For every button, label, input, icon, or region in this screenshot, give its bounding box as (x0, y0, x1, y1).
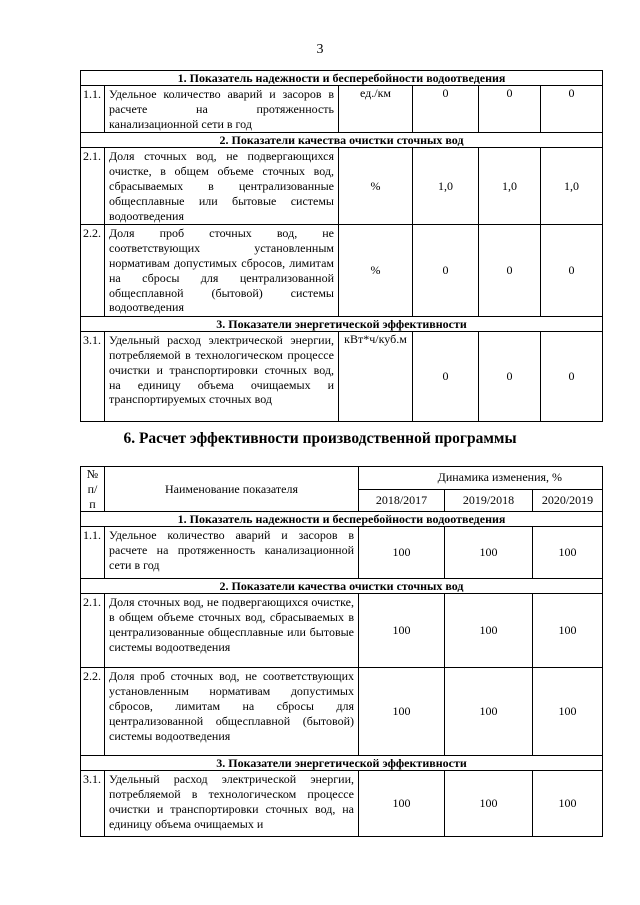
row-number: 3.1. (81, 332, 105, 422)
column-header-dynamics: Динамика изменения, % (359, 467, 603, 490)
value-cell: 0 (541, 86, 603, 133)
value-cell: 0 (413, 332, 479, 422)
value-cell: 100 (533, 594, 603, 668)
value-cell: 0 (479, 225, 541, 317)
section-row (81, 512, 603, 527)
indicator-name: Удельный расход электрической энергии, потребляемой в технологическом процессе очистки и транспортировки сточных вод, на единицу объема очищаемых и транспортируемых сточных вод (105, 332, 339, 422)
row-number: 2.1. (81, 594, 105, 668)
value-cell: 0 (541, 225, 603, 317)
page-number: 3 (316, 42, 324, 57)
table-row (81, 668, 603, 756)
column-header-year: 2019/2018 (445, 489, 533, 512)
section-row (81, 133, 603, 148)
indicator-name: Доля проб сточных вод, не соответствующих установленным нормативам допустимых сбросов, лимитам на сбросы для централизованной общесплавной (бытовой) системы водоотведения (105, 668, 359, 756)
indicator-name: Доля сточных вод, не подвергающихся очистке, в общем объеме сточных вод, сбрасываемых в централизованные общесплавные или бытовые системы водоотведения (105, 148, 339, 225)
section-heading: 3. Показатели энергетической эффективности (81, 756, 603, 771)
value-cell: 100 (533, 527, 603, 579)
row-number: 3.1. (81, 771, 105, 837)
value-cell: 0 (413, 86, 479, 133)
value-cell: 1,0 (413, 148, 479, 225)
section-row (81, 756, 603, 771)
value-cell: 0 (479, 86, 541, 133)
section-heading: 2. Показатели качества очистки сточных вод (81, 133, 603, 148)
row-number: 2.1. (81, 148, 105, 225)
indicator-name: Удельное количество аварий и засоров в расчете на протяженность канализационной сети в год (105, 86, 339, 133)
indicator-name: Доля проб сточных вод, не соответствующих установленным нормативам допустимых сбросов, лимитам на сбросы для централизованной общесплавной (бытовой) системы водоотведения (105, 225, 339, 317)
row-number: 2.2. (81, 668, 105, 756)
section-title: 6. Расчет эффективности производственной программы (123, 430, 517, 447)
section-heading: 2. Показатели качества очистки сточных вод (81, 579, 603, 594)
table-row (81, 527, 603, 579)
section-row (81, 579, 603, 594)
column-header-number: № п/п (81, 467, 105, 512)
table-row (81, 86, 603, 133)
value-cell: 1,0 (541, 148, 603, 225)
column-header-name: Наименование показателя (105, 467, 359, 512)
indicator-name: Удельное количество аварий и засоров в расчете на протяженность канализационной сети в год (105, 527, 359, 579)
efficiency-table (80, 466, 603, 837)
value-cell: 100 (359, 527, 445, 579)
value-cell: 100 (533, 668, 603, 756)
indicator-unit: кВт*ч/куб.м (339, 332, 413, 422)
row-number: 1.1. (81, 86, 105, 133)
table-row (81, 148, 603, 225)
value-cell: 100 (445, 527, 533, 579)
header-row (81, 467, 603, 490)
value-cell: 100 (445, 668, 533, 756)
value-cell: 100 (359, 668, 445, 756)
indicator-unit: % (339, 148, 413, 225)
indicator-name: Доля сточных вод, не подвергающихся очистке, в общем объеме сточных вод, сбрасываемых в централизованные общесплавные или бытовые системы водоотведения (105, 594, 359, 668)
section-row (81, 317, 603, 332)
value-cell: 1,0 (479, 148, 541, 225)
value-cell: 0 (479, 332, 541, 422)
section-heading: 1. Показатель надежности и бесперебойности водоотведения (81, 71, 603, 86)
section-row (81, 71, 603, 86)
value-cell: 100 (445, 594, 533, 668)
indicator-unit: ед./км (339, 86, 413, 133)
row-number: 2.2. (81, 225, 105, 317)
value-cell: 0 (413, 225, 479, 317)
table-row (81, 225, 603, 317)
value-cell: 100 (359, 594, 445, 668)
indicator-name: Удельный расход электрической энергии, потребляемой в технологическом процессе очистки и транспортировки сточных вод, на единицу объема очищаемых и (105, 771, 359, 837)
column-header-year: 2018/2017 (359, 489, 445, 512)
indicators-table (80, 70, 603, 422)
section-heading: 3. Показатели энергетической эффективности (81, 317, 603, 332)
section-heading: 1. Показатель надежности и бесперебойности водоотведения (81, 512, 603, 527)
table-row (81, 771, 603, 837)
value-cell: 100 (445, 771, 533, 837)
column-header-year: 2020/2019 (533, 489, 603, 512)
table-row (81, 332, 603, 422)
indicator-unit: % (339, 225, 413, 317)
value-cell: 0 (541, 332, 603, 422)
value-cell: 100 (533, 771, 603, 837)
row-number: 1.1. (81, 527, 105, 579)
table-row (81, 594, 603, 668)
value-cell: 100 (359, 771, 445, 837)
